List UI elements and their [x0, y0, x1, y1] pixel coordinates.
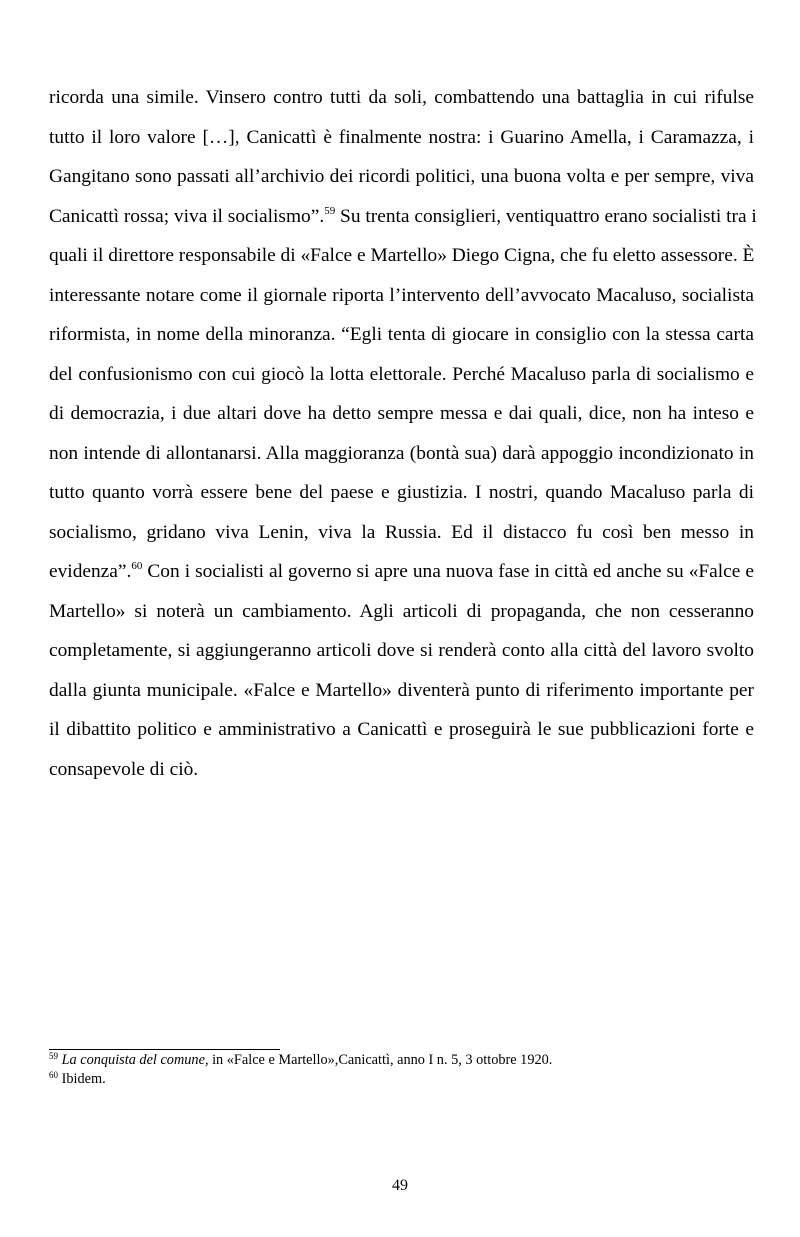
footnote-number: 59	[49, 1051, 58, 1061]
footnote-ref-60[interactable]: 60	[131, 560, 143, 572]
text-line: quali il direttore responsabile di «Falce e Martello» Diego Cigna, che fu eletto assessore. È	[49, 245, 755, 266]
text-line: del confusionismo con cui giocò la lotta elettorale. Perché Macaluso parla di socialismo e	[49, 363, 754, 385]
text-line: il dibattito politico e amministrativo a Canicattì e proseguirà le sue pubblicazioni forte e	[49, 719, 754, 740]
text-line: socialismo, gridano viva Lenin, viva la Russia. Ed il distacco fu così ben messo in	[49, 521, 754, 543]
text-line: Gangitano sono passati all’archivio dei ricordi politici, una buona volta e per sempre, viva	[49, 166, 754, 187]
line-segment: evidenza”.	[49, 561, 132, 582]
text-line: tutto il loro valore […], Canicattì è finalmente nostra: i Guarino Amella, i Caramazza, i	[49, 126, 754, 148]
text-line: non intende di allontanarsi. Alla maggioranza (bontà sua) darà appoggio incondizionato in	[49, 442, 754, 464]
footnote-text: , in «Falce e Martello»,Canicattì, anno I n. 5, 3 ottobre 1920.	[204, 1052, 553, 1068]
text-line: Martello» si noterà un cambiamento. Agli articoli di propaganda, che non cesseranno	[49, 600, 754, 622]
text-line: completamente, si aggiungeranno articoli dove si renderà conto alla città del lavoro svolto	[49, 640, 754, 661]
body-text	[49, 78, 757, 789]
page-number: 49	[392, 1177, 408, 1194]
footnote-60	[49, 1071, 754, 1090]
footnote-text: Ibidem.	[61, 1070, 106, 1087]
footnote-title: La conquista del comune	[61, 1052, 205, 1068]
text-line: riformista, in nome della minoranza. “Egli tenta di giocare in consiglio con la stessa carta	[49, 324, 754, 345]
line-segment: Con i socialisti al governo si apre una nuova fase in città ed anche su «Falce e	[142, 561, 754, 582]
text-line	[49, 197, 757, 237]
text-line: consapevole di ciò.	[49, 758, 199, 780]
footnotes	[49, 1052, 754, 1089]
line-segment: Su trenta consiglieri, ventiquattro erano socialisti tra i	[335, 205, 757, 227]
text-line	[49, 552, 754, 592]
text-line: tutto quanto vorrà essere bene del paese e giustizia. I nostri, quando Macaluso parla di	[49, 482, 754, 503]
footnote-59	[49, 1052, 754, 1071]
footnote-separator	[49, 1049, 280, 1050]
footnote-ref-59[interactable]: 59	[324, 204, 336, 217]
text-line: di democrazia, i due altari dove ha detto sempre messa e dai quali, dice, non ha inteso e	[49, 403, 754, 424]
footnote-number: 60	[49, 1069, 58, 1080]
text-line: interessante notare come il giornale riporta l’intervento dell’avvocato Macaluso, socialista	[49, 284, 754, 306]
line-segment: Canicattì rossa; viva il socialismo”.	[49, 205, 325, 227]
text-line: ricorda una simile. Vinsero contro tutti da soli, combattendo una battaglia in cui rifulse	[49, 87, 754, 108]
text-line: dalla giunta municipale. «Falce e Martello» diventerà punto di riferimento importante per	[49, 679, 754, 701]
